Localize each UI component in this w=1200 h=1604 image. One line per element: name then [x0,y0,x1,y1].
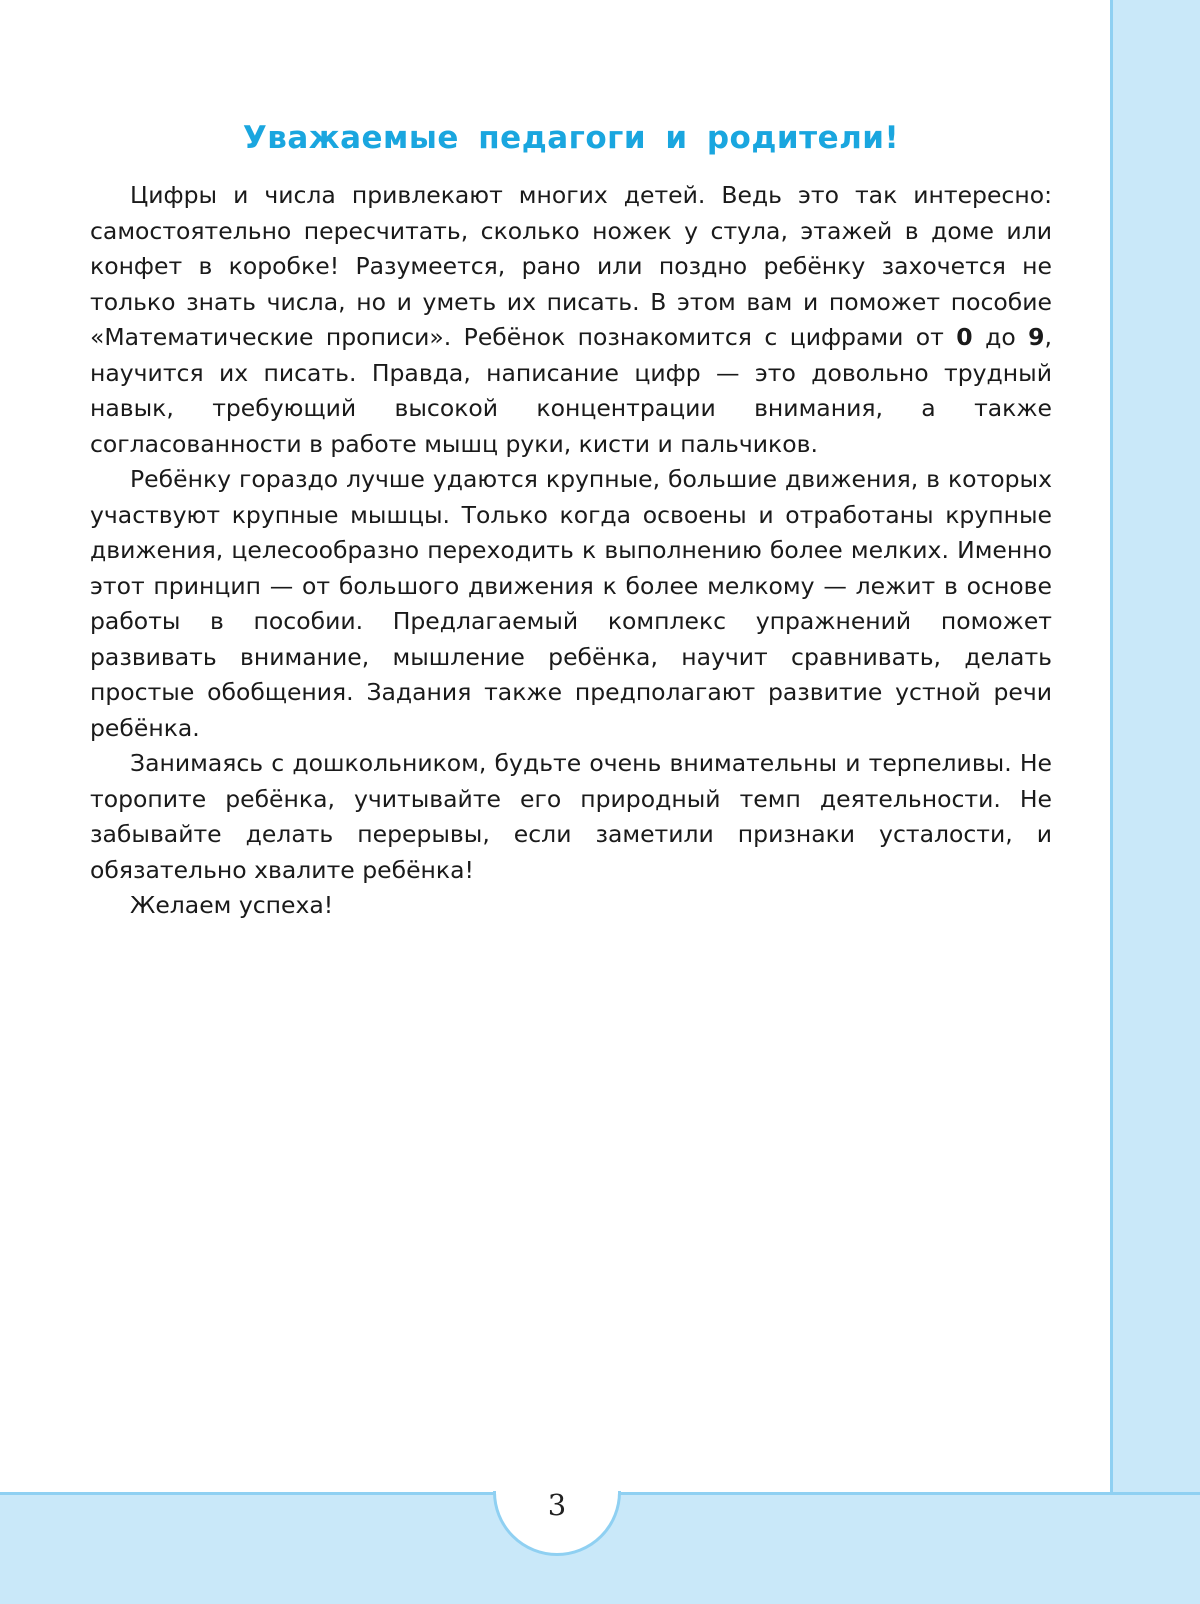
page-content [90,112,1052,924]
page-frame-right [1110,0,1200,1604]
page-number: 3 [547,1488,567,1522]
paragraph-advice: Занимаясь с дошкольником, будьте очень внимательны и терпеливы. Не торопите ребёнка, учитывайте его природный темп деятельности. Не забывайте делать перерывы, если заметили признаки усталости, и обязательно хвалите ребёнка! [90,749,1052,884]
paragraph-intro-part1: Цифры и числа привлекают многих детей. Ведь это так интересно: самостоятельно пересчитать, сколько ножек у стула, этажей в доме или конфет в коробке! Разумеется, рано или поздно ребёнку захочется не только знать числа, но и уметь их писать. В этом вам и поможет пособие «Математические прописи». Ребёнок познакомится с цифрами от [90,181,1052,351]
digit-from: 0 [956,323,973,351]
closing-wish: Желаем успеха! [130,891,334,919]
digit-to: 9 [1028,323,1045,351]
paragraph-intro-between: до [972,323,1029,351]
paragraph-intro-part2: , научится их писать. Правда, написание цифр — это довольно трудный навык, требующий высокой концентрации внимания, а также согласованности в работе мышц руки, кисти и пальчиков. [90,323,1052,458]
paragraph-intro [90,178,1052,462]
paragraph-movements: Ребёнку гораздо лучше удаются крупные, большие движения, в которых участвуют крупные мышцы. Только когда освоены и отработаны крупные движения, целесообразно переходить к выполнению более мелких. Именно этот принцип — от большого движения к более мелкому — лежит в основе работы в пособии. Предлагаемый комплекс упражнений поможет развивать внимание, мышление ребёнка, научит сравнивать, делать простые обобщения. Задания также предполагают развитие устной речи ребёнка. [90,465,1052,742]
page-title: Уважаемые педагоги и родители! [242,120,900,156]
